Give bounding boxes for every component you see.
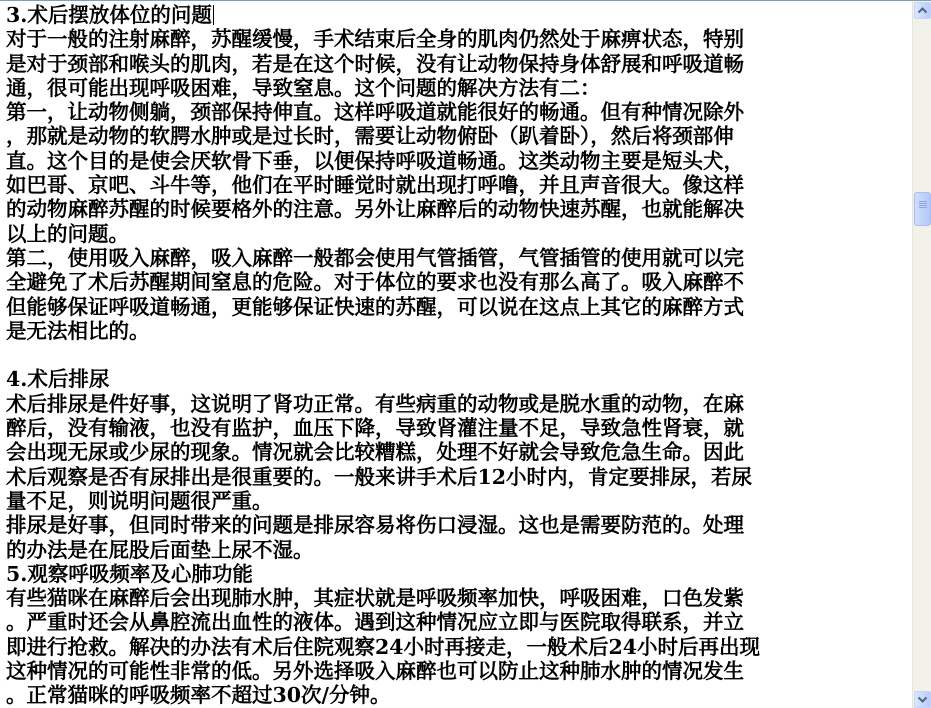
thumb-grip-line [919, 201, 927, 202]
text-line: 的动物麻醉苏醒的时候要格外的注意。另外让麻醉后的动物快速苏醒，也就能解决 [6, 197, 744, 222]
text-line: 是对于颈部和喉头的肌肉，若是在这个时候，没有让动物保持身体舒展和呼吸道畅 [6, 51, 744, 76]
text-line: 全避免了术后苏醒期间窒息的危险。对于体位的要求也没有那么高了。吸入麻醉不 [6, 270, 744, 295]
text-line: 这种情况的可能性非常的低。另外选择吸入麻醉也可以防止这种肺水肿的情况发生 [6, 659, 744, 684]
text-line: 的办法是在屁股后面垫上尿不湿。 [6, 537, 314, 562]
thumb-grip-line [919, 205, 927, 206]
text-line: 。严重时还会从鼻腔流出血性的液体。遇到这种情况应立即与医院取得联系，并立 [6, 610, 744, 635]
text-line: 是无法相比的。 [6, 318, 150, 343]
text-line: 术后观察是否有尿排出是很重要的。一般来讲手术后12小时内，肯定要排尿，若尿 [6, 464, 753, 489]
text-line: ，那就是动物的软腭水肿或是过长时，需要让动物俯卧（趴着卧），然后将颈部伸 [6, 124, 734, 149]
text-line: 排尿是好事，但同时带来的问题是排尿容易将伤口浸湿。这也是需要防范的。处理 [6, 513, 744, 538]
text-line: 会出现无尿或少尿的现象。情况就会比较糟糕，处理不好就会导致危急生命。因此 [6, 440, 744, 465]
text-line [6, 343, 911, 367]
text-line: 第一，让动物侧躺，颈部保持伸直。这样呼吸道就能很好的畅通。但有种情况除外 [6, 100, 744, 125]
text-area[interactable] [0, 1, 911, 708]
text-line: 5.观察呼吸频率及心肺功能 [6, 561, 253, 586]
scrollbar-thumb[interactable] [914, 192, 931, 226]
text-line: 通，很可能出现呼吸困难，导致窒息。这个问题的解决方法有二： [6, 75, 601, 100]
text-caret [213, 5, 214, 25]
text-line: 量不足，则说明问题很严重。 [6, 488, 273, 513]
arrow-down-icon [918, 696, 927, 703]
text-line: 对于一般的注射麻醉，苏醒缓慢，手术结束后全身的肌肉仍然处于麻痹状态，特别 [6, 27, 744, 52]
text-line: 直。这个目的是使会厌软骨下垂，以便保持呼吸道畅通。这类动物主要是短头犬， [6, 148, 744, 173]
arrow-up-icon [918, 7, 927, 14]
vertical-scrollbar[interactable] [912, 1, 931, 708]
text-line: 醉后，没有输液，也没有监护，血压下降，导致肾灌注量不足，导致急性肾衰，就 [6, 416, 744, 441]
text-line: 。正常猫咪的呼吸频率不超过30次/分钟。 [6, 683, 391, 708]
text-line: 4.术后排尿 [6, 367, 110, 392]
text-line: 术后排尿是件好事，这说明了肾功正常。有些病重的动物或是脱水重的动物，在麻 [6, 391, 744, 416]
text-line: 如巴哥、京吧、斗牛等，他们在平时睡觉时就出现打呼噜，并且声音很大。像这样 [6, 173, 744, 198]
thumb-grip-line [919, 207, 927, 208]
text-line: 有些猫咪在麻醉后会出现肺水肿，其症状就是呼吸频率加快，呼吸困难，口色发紫 [6, 586, 744, 611]
text-line: 第二，使用吸入麻醉，吸入麻醉一般都会使用气管插管，气管插管的使用就可以完 [6, 245, 744, 270]
text-line: 3.术后摆放体位的问题 [6, 3, 212, 27]
text-line: 以上的问题。 [6, 221, 129, 246]
scroll-up-button[interactable] [914, 2, 931, 19]
thumb-grip-line [919, 203, 927, 204]
scroll-down-button[interactable] [914, 691, 931, 708]
text-line: 即进行抢救。解决的办法有术后住院观察24小时再接走，一般术后24小时后再出现 [6, 634, 761, 659]
text-line: 但能够保证呼吸道畅通，更能够保证快速的苏醒，可以说在这点上其它的麻醉方式 [6, 294, 744, 319]
scrollbar-track[interactable] [913, 20, 931, 690]
